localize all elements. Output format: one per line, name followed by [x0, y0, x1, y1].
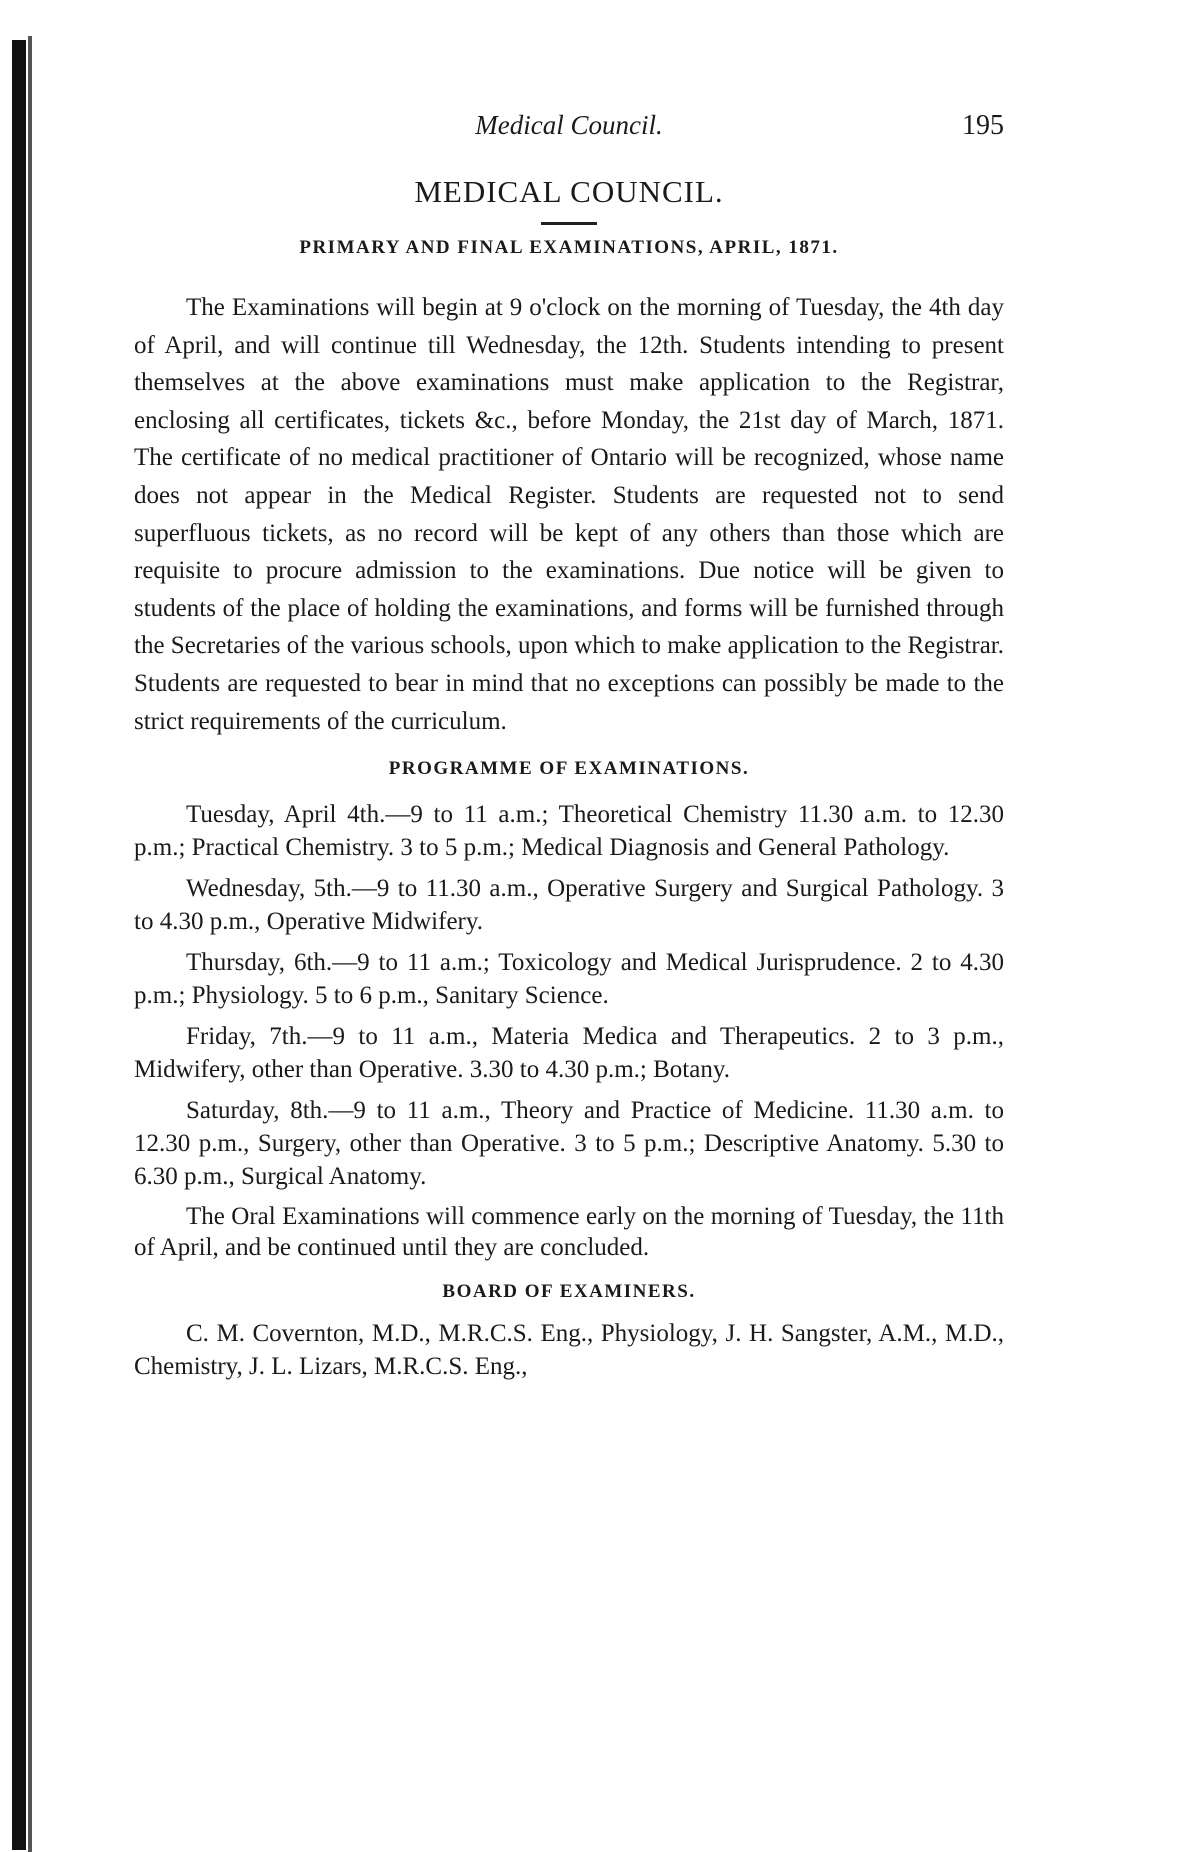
page-number: 195: [962, 110, 1004, 141]
oral-examinations-paragraph: The Oral Examinations will commence early on the morning of Tuesday, the 11th of April, and be continued until they are concluded.: [134, 1203, 1004, 1262]
title-rule: [541, 222, 597, 225]
page-title: MEDICAL COUNCIL.: [414, 174, 724, 209]
programme-heading: PROGRAMME OF EXAMINATIONS.: [388, 758, 750, 780]
intro-paragraph: The Examinations will begin at 9 o'clock on the morning of Tuesday, the 4th day of April, and will continue till Wednesday, the 12th. Students intending to present themselves at the above examinations must make application to the Registrar, enclosing all certificates, tickets &c., before Monday, the 21st day of March, 1871. The certificate of no medical practitioner of Ontario will be recognized, whose name does not appear in the Medical Register. Students are requested not to send superfluous tickets, as no record will be kept of any others than those which are requisite to procure admission to the examinations. Due notice will be given to students of the place of holding the examinations, and forms will be furnished through the Secretaries of the various schools, upon which to make application to the Registrar. Students are requested to bear in mind that no exceptions can possibly be made to the strict requirements of the curriculum.: [134, 294, 1004, 735]
programme-wednesday: Wednesday, 5th.—9 to 11.30 a.m., Operative Surgery and Surgical Pathology. 3 to 4.30 p.m., Operative Midwifery.: [134, 875, 1004, 936]
programme-friday: Friday, 7th.—9 to 11 a.m., Materia Medica and Therapeutics. 2 to 3 p.m., Midwifery, other than Operative. 3.30 to 4.30 p.m.; Botany.: [134, 1023, 1004, 1084]
running-head: [134, 110, 1004, 160]
board-heading: BOARD OF EXAMINERS.: [442, 1281, 696, 1303]
examinations-subtitle: PRIMARY AND FINAL EXAMINATIONS, APRIL, 1871.: [299, 237, 839, 258]
book-page: [134, 110, 1004, 1383]
running-title: Medical Council.: [475, 110, 663, 140]
programme-tuesday: Tuesday, April 4th.—9 to 11 a.m.; Theoretical Chemistry 11.30 a.m. to 12.30 p.m.; Practical Chemistry. 3 to 5 p.m.; Medical Diagnosis and General Pathology.: [134, 801, 1004, 862]
programme-saturday: Saturday, 8th.—9 to 11 a.m., Theory and Practice of Medicine. 11.30 a.m. to 12.30 p.m., Surgery, other than Operative. 3 to 5 p.m.; Descriptive Anatomy. 5.30 to 6.30 p.m., Surgical Anatomy.: [134, 1097, 1004, 1191]
programme-thursday: Thursday, 6th.—9 to 11 a.m.; Toxicology and Medical Jurisprudence. 2 to 4.30 p.m.; Physiology. 5 to 6 p.m., Sanitary Science.: [134, 949, 1004, 1010]
binding-edge: [12, 40, 26, 1850]
board-paragraph: C. M. Covernton, M.D., M.R.C.S. Eng., Physiology, J. H. Sangster, A.M., M.D., Chemistry, J. L. Lizars, M.R.C.S. Eng.,: [134, 1320, 1004, 1381]
binding-shadow: [28, 36, 32, 1852]
